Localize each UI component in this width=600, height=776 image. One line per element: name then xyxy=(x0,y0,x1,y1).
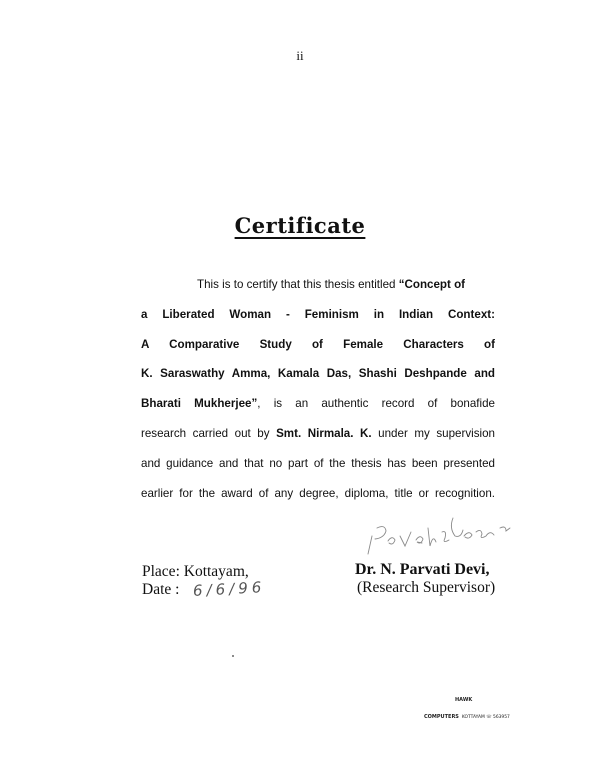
date-row xyxy=(142,580,266,599)
date-label: Date : xyxy=(142,581,180,598)
supervisor-role: (Research Supervisor) xyxy=(357,579,496,596)
stamp-line-1: HAWK xyxy=(455,697,473,703)
body-line-8: earlier for the award of any degree, diploma, title or recognition. xyxy=(141,486,495,500)
stamp-line-3: KOTTAYAM ☏ 563957 xyxy=(461,715,510,720)
date-value: 6/6/96 xyxy=(193,578,267,600)
body-line-1 xyxy=(141,270,495,300)
body-line-6-text-b: under my supervision xyxy=(371,426,495,440)
body-line-7: and guidance and that no part of the thesis has been presented xyxy=(141,456,495,470)
body-line-2: a Liberated Woman - Feminism in Indian Context: xyxy=(141,307,495,321)
stamp-line-2: COMPUTERS xyxy=(424,714,459,720)
supervisor-signature xyxy=(350,506,522,558)
stamp-line-2-row xyxy=(424,703,510,722)
thesis-title-start: “Concept of xyxy=(398,278,466,291)
candidate-name: Smt. Nirmala. K. xyxy=(276,426,372,440)
certificate-body xyxy=(141,270,495,508)
supervisor-name: Dr. N. Parvati Devi, xyxy=(355,561,490,578)
body-line-6-text-a: research carried out by xyxy=(141,426,277,440)
page-number: ii xyxy=(296,48,304,63)
body-line-5 xyxy=(141,389,495,419)
place-label: Place: Kottayam, xyxy=(142,563,249,580)
stray-mark xyxy=(232,655,234,657)
body-line-3: A Comparative Study of Female Characters of xyxy=(141,337,495,351)
thesis-title-end: Bharati Mukherjee” xyxy=(141,397,258,411)
body-line-5-text: , is an authentic record of bonafide xyxy=(257,397,495,411)
body-line-6 xyxy=(141,419,495,449)
body-line-4: K. Saraswathy Amma, Kamala Das, Shashi Deshpande and xyxy=(141,367,495,381)
body-line-1-text: This is to certify that this thesis entitled xyxy=(197,278,399,291)
printer-stamp xyxy=(424,697,510,722)
certificate-title: Certificate xyxy=(234,213,366,238)
